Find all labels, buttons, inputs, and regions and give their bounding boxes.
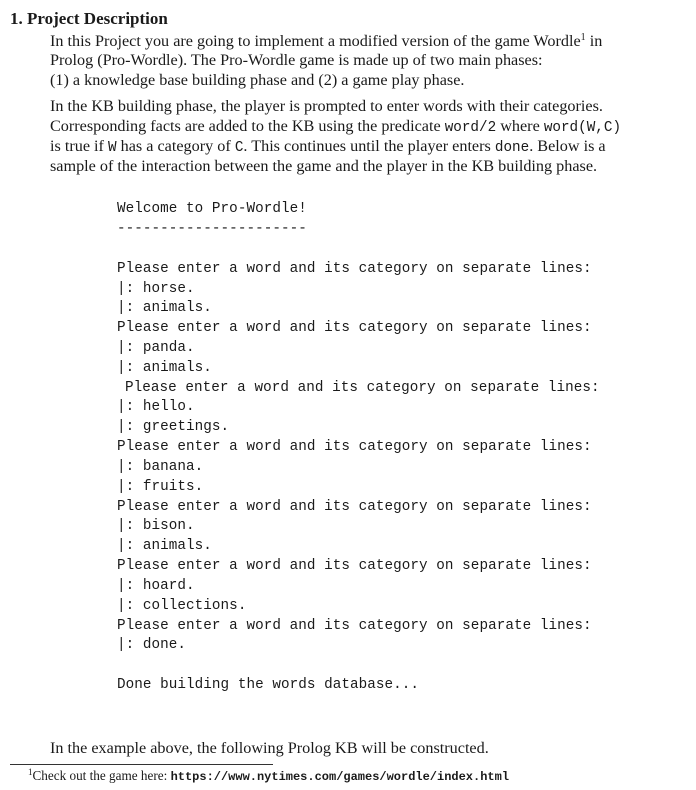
- session-line: |: animals.: [117, 360, 212, 376]
- para3-line1: In the example above, the following Prolog KB will be constructed.: [50, 739, 489, 757]
- session-line: |: horse.: [117, 281, 195, 297]
- session-line: |: hoard.: [117, 578, 195, 594]
- para2-line3: is true if W has a category of C. This continues until the player enters done. Below is a: [50, 137, 606, 156]
- session-line: Please enter a word and its category on separate lines:: [117, 320, 592, 336]
- inline-code-done: done: [494, 140, 530, 156]
- inline-code-word-predicate: word/2: [444, 120, 497, 136]
- footnote-reference[interactable]: 1: [580, 32, 586, 43]
- session-line: Please enter a word and its category on separate lines:: [117, 261, 592, 277]
- session-line: |: animals.: [117, 300, 212, 316]
- session-rule: ----------------------: [117, 221, 307, 237]
- footnote-url-link[interactable]: https://www.nytimes.com/games/wordle/index.html: [170, 770, 510, 784]
- session-line: |: panda.: [117, 340, 195, 356]
- session-line: Please enter a word and its category on separate lines:: [117, 618, 592, 634]
- session-line: Please enter a word and its category on separate lines:: [125, 380, 600, 396]
- section-number: 1.: [10, 9, 23, 28]
- inline-code-w: W: [108, 140, 117, 156]
- section-heading: [10, 8, 168, 30]
- session-line: |: bison.: [117, 518, 195, 534]
- inline-code-word-wc: word(W,C): [543, 120, 622, 136]
- session-line: |: banana.: [117, 459, 204, 475]
- inline-code-c: C: [234, 140, 244, 156]
- para1-line3: (1) a knowledge base building phase and (2) a game play phase.: [50, 71, 465, 89]
- session-line: |: fruits.: [117, 479, 204, 495]
- session-line: |: animals.: [117, 538, 212, 554]
- para2-line1: In the KB building phase, the player is prompted to enter words with their categories.: [50, 97, 603, 115]
- section-title: Project Description: [27, 9, 168, 28]
- para2-line4: sample of the interaction between the game and the player in the KB building phase.: [50, 157, 598, 175]
- para1-line2: Prolog (Pro-Wordle). The Pro-Wordle game is made up of two main phases:: [50, 51, 543, 69]
- footnote-mark: 1: [28, 767, 33, 777]
- para2-line2: Corresponding facts are added to the KB using the predicate word/2 where word(W,C): [50, 117, 622, 136]
- session-line: Please enter a word and its category on separate lines:: [117, 558, 592, 574]
- session-done: Done building the words database...: [117, 677, 420, 693]
- para1-line1: In this Project you are going to implement a modified version of the game Wordle$^1$ in: [50, 32, 603, 50]
- session-welcome: Welcome to Pro-Wordle!: [117, 201, 307, 217]
- session-line: Please enter a word and its category on separate lines:: [117, 499, 592, 515]
- session-line: |: greetings.: [117, 419, 230, 435]
- session-line: |: hello.: [117, 399, 195, 415]
- session-line: Please enter a word and its category on separate lines:: [117, 439, 592, 455]
- session-line: |: done.: [117, 637, 187, 653]
- footnote-rule: [10, 764, 273, 765]
- session-line: |: collections.: [117, 598, 247, 614]
- footnote: $^1$Check out the game here: https://www.nytimes.com/games/wordle/index.html: [28, 767, 510, 784]
